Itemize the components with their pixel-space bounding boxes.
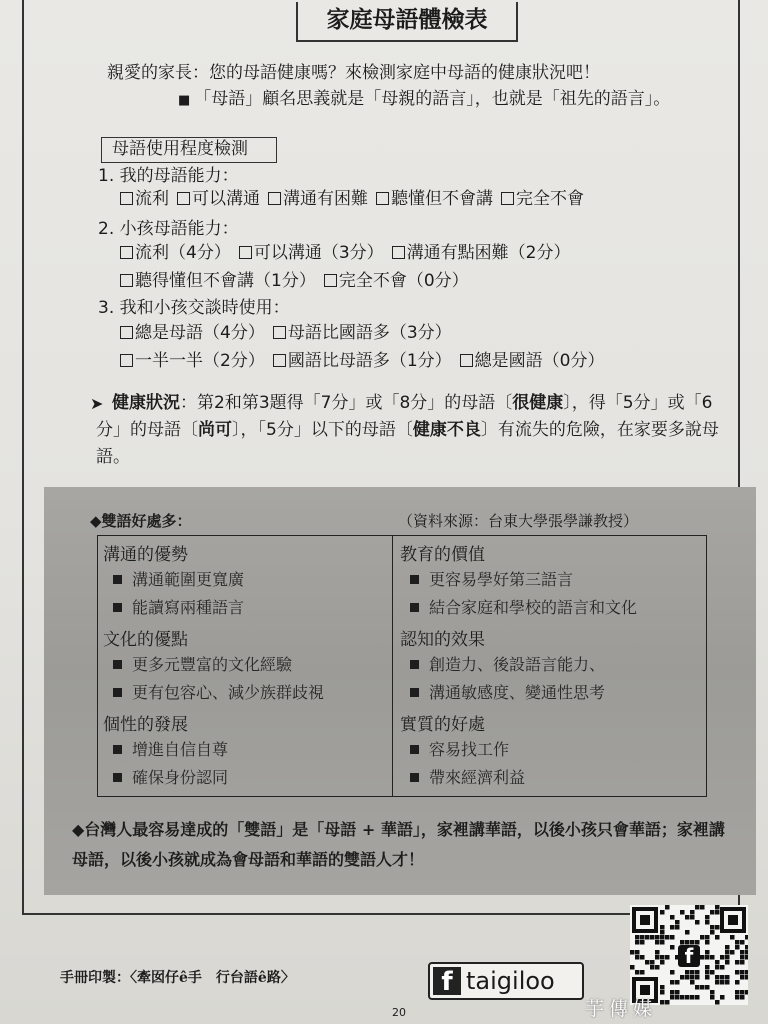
option-label: 溝通有困難 bbox=[283, 189, 368, 209]
option-checkbox[interactable] bbox=[177, 188, 260, 210]
health-text-1: ：第2和第3題得「7分」或「8分」的母語〔 bbox=[180, 393, 513, 413]
checkbox-icon[interactable] bbox=[268, 192, 281, 205]
option-label: 總是國語（0分） bbox=[474, 351, 605, 371]
square-bullet-icon bbox=[410, 773, 419, 782]
benefit-item bbox=[410, 737, 509, 760]
qr-code-icon[interactable] bbox=[630, 905, 748, 1005]
benefit-item bbox=[113, 567, 244, 590]
bilingual-conclusion: ◆台灣人最容易達成的「雙語」是「母語 + 華語」，家裡講華語，以後小孩只會華語；家裡講母語，以後小孩就成為會母語和華語的雙語人才！ bbox=[72, 820, 725, 869]
checkbox-icon[interactable] bbox=[239, 246, 252, 259]
option-label: 聽得懂但不會講（1分） bbox=[135, 271, 316, 291]
option-checkbox[interactable] bbox=[273, 322, 452, 344]
checkbox-icon[interactable] bbox=[273, 326, 286, 339]
health-level-poor: 健康不良 bbox=[412, 420, 481, 440]
footer-credit: 手冊印製：〈牽囡仔ê手 行台語ê路〉 bbox=[60, 970, 295, 986]
benefit-item-text: 確保身份認同 bbox=[132, 768, 229, 787]
benefit-item bbox=[113, 765, 228, 788]
option-label: 完全不會（0分） bbox=[338, 271, 469, 291]
checkbox-icon[interactable] bbox=[120, 192, 133, 205]
benefit-item bbox=[113, 680, 324, 703]
benefit-item bbox=[410, 652, 605, 675]
arrow-right-icon: ➤ bbox=[90, 394, 104, 413]
option-checkbox[interactable] bbox=[120, 242, 231, 264]
option-label: 可以溝通 bbox=[192, 189, 260, 209]
benefit-item-text: 結合家庭和學校的語言和文化 bbox=[429, 598, 638, 617]
intro-note bbox=[178, 88, 670, 112]
square-bullet-icon bbox=[410, 688, 419, 697]
benefit-item-text: 增進自信自尊 bbox=[132, 740, 229, 759]
option-checkbox[interactable] bbox=[392, 242, 571, 264]
checkbox-icon[interactable] bbox=[120, 274, 133, 287]
benefit-item-text: 更多元豐富的文化經驗 bbox=[132, 655, 293, 674]
option-checkbox[interactable] bbox=[273, 350, 452, 372]
option-label: 母語比國語多（3分） bbox=[287, 323, 452, 343]
benefit-item bbox=[113, 595, 244, 618]
watermark: 芋傳媒 bbox=[585, 998, 658, 1020]
option-checkbox[interactable] bbox=[460, 350, 605, 372]
option-label: 可以溝通（3分） bbox=[253, 243, 384, 263]
question-3-options-row bbox=[120, 322, 460, 344]
health-level-good: 很健康 bbox=[512, 393, 564, 413]
option-label: 國語比母語多（1分） bbox=[287, 351, 452, 371]
question-1-label: 1. 我的母語能力： bbox=[98, 166, 239, 186]
checkbox-icon[interactable] bbox=[120, 246, 133, 259]
benefit-item-text: 帶來經濟利益 bbox=[429, 768, 526, 787]
question-3-options-row bbox=[120, 350, 612, 372]
question-3-label: 3. 我和小孩交談時使用： bbox=[98, 298, 290, 318]
checkbox-icon[interactable] bbox=[120, 354, 133, 367]
benefit-item-text: 更容易學好第三語言 bbox=[429, 570, 574, 589]
square-bullet-icon bbox=[113, 660, 122, 669]
option-checkbox[interactable] bbox=[268, 188, 368, 210]
checkbox-icon[interactable] bbox=[460, 354, 473, 367]
option-label: 一半一半（2分） bbox=[135, 351, 265, 371]
option-label: 溝通有點困難（2分） bbox=[406, 243, 571, 263]
question-2-options-row bbox=[120, 270, 477, 292]
health-text-2: 〕，得「5分」或「6分」的母語〔 bbox=[96, 393, 713, 440]
checkbox-icon[interactable] bbox=[324, 274, 337, 287]
benefit-item bbox=[410, 765, 525, 788]
square-bullet-icon bbox=[410, 745, 419, 754]
benefit-item bbox=[113, 737, 228, 760]
bilingual-heading: ◆雙語好處多： bbox=[90, 512, 192, 530]
benefit-item bbox=[113, 652, 292, 675]
option-checkbox[interactable] bbox=[120, 270, 316, 292]
question-1-options-row bbox=[120, 188, 592, 210]
option-checkbox[interactable] bbox=[120, 322, 265, 344]
question-2-options-row bbox=[120, 242, 578, 264]
checkbox-icon[interactable] bbox=[177, 192, 190, 205]
intro-greeting: 親愛的家長：您的母語健康嗎？來檢測家庭中母語的健康狀況吧！ bbox=[107, 63, 600, 83]
option-label: 流利（4分） bbox=[135, 243, 231, 263]
option-checkbox[interactable] bbox=[324, 270, 469, 292]
square-bullet-icon bbox=[410, 660, 419, 669]
square-bullet-icon: ■ bbox=[178, 93, 191, 108]
page-number: 20 bbox=[392, 1006, 406, 1019]
benefit-item-text: 容易找工作 bbox=[429, 740, 510, 759]
benefit-item bbox=[410, 567, 573, 590]
checkbox-icon[interactable] bbox=[120, 326, 133, 339]
benefit-item bbox=[410, 595, 637, 618]
question-2-label: 2. 小孩母語能力： bbox=[98, 219, 239, 239]
health-text-3: 〕，「5分」以下的母語〔 bbox=[232, 420, 413, 440]
option-label: 聽懂但不會講 bbox=[391, 189, 493, 209]
square-bullet-icon bbox=[113, 773, 122, 782]
benefits-table-divider bbox=[392, 535, 393, 797]
square-bullet-icon bbox=[113, 603, 122, 612]
facebook-icon: f bbox=[433, 967, 461, 995]
health-level-ok: 尚可 bbox=[198, 420, 232, 440]
option-checkbox[interactable] bbox=[376, 188, 493, 210]
health-status bbox=[90, 390, 726, 471]
benefit-item bbox=[410, 680, 605, 703]
square-bullet-icon bbox=[113, 745, 122, 754]
benefit-category-title: 文化的優點 bbox=[103, 630, 188, 650]
section-title: 母語使用程度檢測 bbox=[101, 137, 277, 163]
benefit-item-text: 溝通範圍更寬廣 bbox=[132, 570, 245, 589]
benefit-category-title: 個性的發展 bbox=[103, 715, 188, 735]
checkbox-icon[interactable] bbox=[376, 192, 389, 205]
bilingual-source: （資料來源：台東大學張學謙教授） bbox=[398, 512, 639, 530]
option-label: 流利 bbox=[135, 189, 169, 209]
square-bullet-icon bbox=[113, 688, 122, 697]
benefit-item-text: 更有包容心、減少族群歧視 bbox=[132, 683, 325, 702]
benefit-item-text: 創造力、後設語言能力、 bbox=[429, 655, 606, 674]
option-checkbox[interactable] bbox=[120, 350, 265, 372]
benefit-category-title: 溝通的優勢 bbox=[103, 545, 188, 565]
option-checkbox[interactable] bbox=[120, 188, 169, 210]
benefit-category-title: 認知的效果 bbox=[400, 630, 485, 650]
option-label: 完全不會 bbox=[516, 189, 584, 209]
intro-note-text: 「母語」顧名思義就是「母親的語言」，也就是「祖先的語言」。 bbox=[194, 89, 671, 109]
benefit-item-text: 能讀寫兩種語言 bbox=[132, 598, 245, 617]
benefit-category-title: 教育的價值 bbox=[400, 545, 485, 565]
checkbox-icon[interactable] bbox=[273, 354, 286, 367]
option-label: 總是母語（4分） bbox=[135, 323, 265, 343]
health-text-4: 〕有流失的危險，在家要多說母語。 bbox=[96, 420, 719, 467]
facebook-handle: taigiloo bbox=[466, 967, 555, 995]
square-bullet-icon bbox=[410, 575, 419, 584]
facebook-badge[interactable] bbox=[428, 962, 584, 1000]
benefit-item-text: 溝通敏感度、變通性思考 bbox=[429, 683, 606, 702]
checkbox-icon[interactable] bbox=[501, 192, 514, 205]
checkbox-icon[interactable] bbox=[392, 246, 405, 259]
option-checkbox[interactable] bbox=[501, 188, 584, 210]
page-title: 家庭母語體檢表 bbox=[296, 2, 518, 42]
option-checkbox[interactable] bbox=[239, 242, 384, 264]
svg-text:f: f bbox=[684, 944, 694, 968]
square-bullet-icon bbox=[410, 603, 419, 612]
benefit-category-title: 實質的好處 bbox=[400, 715, 485, 735]
square-bullet-icon bbox=[113, 575, 122, 584]
health-label: 健康狀況 bbox=[112, 393, 180, 413]
